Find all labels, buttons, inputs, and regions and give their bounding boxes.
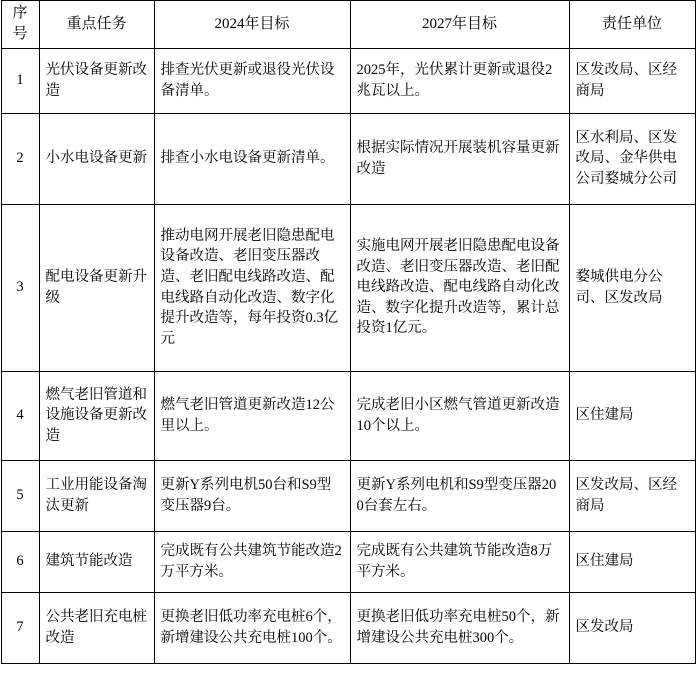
table-row	[1, 48, 695, 113]
row-goal-2027: 更新Y系列电机和S9型变压器200台套左右。	[350, 460, 569, 531]
row-goal-2027: 根据实际情况开展装机容量更新改造	[350, 113, 569, 204]
row-task: 公共老旧充电桩改造	[39, 592, 154, 663]
row-goal-2027: 完成既有公共建筑节能改造8万平方米。	[350, 531, 569, 592]
row-goal-2027: 更换老旧低功率充电桩50个，新增建设公共充电桩300个。	[350, 592, 569, 663]
row-unit: 区发改局	[569, 592, 695, 663]
column-header-goal-2024: 2024年目标	[154, 1, 350, 49]
column-header-goal-2027: 2027年目标	[350, 1, 569, 49]
row-goal-2024: 更新Y系列电机50台和S9型变压器9台。	[154, 460, 350, 531]
row-task: 工业用能设备淘汰更新	[39, 460, 154, 531]
table-header-row	[1, 1, 695, 49]
row-task: 建筑节能改造	[39, 531, 154, 592]
row-unit: 区发改局、区经商局	[569, 48, 695, 113]
row-goal-2024: 更换老旧低功率充电桩6个，新增建设公共充电桩100个。	[154, 592, 350, 663]
row-index: 4	[1, 371, 39, 460]
column-header-task: 重点任务	[39, 1, 154, 49]
row-goal-2024: 燃气老旧管道更新改造12公里以上。	[154, 371, 350, 460]
table-row	[1, 460, 695, 531]
table-row	[1, 531, 695, 592]
row-goal-2024: 推动电网开展老旧隐患配电设备改造、老旧变压器改造、老旧配电线路改造、配电线路自动化改造、数字化提升改造等，每年投资0.3亿元	[154, 204, 350, 371]
row-goal-2027: 实施电网开展老旧隐患配电设备改造、老旧变压器改造、老旧配电线路改造、配电线路自动化改造、数字化提升改造等，累计总投资1亿元。	[350, 204, 569, 371]
row-goal-2024: 排查光伏更新或退役光伏设备清单。	[154, 48, 350, 113]
row-goal-2024: 完成既有公共建筑节能改造2万平方米。	[154, 531, 350, 592]
table-row	[1, 371, 695, 460]
row-unit: 区住建局	[569, 371, 695, 460]
row-index: 6	[1, 531, 39, 592]
row-task: 燃气老旧管道和设施设备更新改造	[39, 371, 154, 460]
row-unit: 区水利局、区发改局、金华供电公司婺城分公司	[569, 113, 695, 204]
row-unit: 区住建局	[569, 531, 695, 592]
table-row	[1, 204, 695, 371]
row-task: 光伏设备更新改造	[39, 48, 154, 113]
row-index: 3	[1, 204, 39, 371]
row-index: 5	[1, 460, 39, 531]
row-index: 7	[1, 592, 39, 663]
row-unit: 区发改局、区经商局	[569, 460, 695, 531]
row-task: 小水电设备更新	[39, 113, 154, 204]
table-row	[1, 113, 695, 204]
row-goal-2027: 完成老旧小区燃气管道更新改造10个以上。	[350, 371, 569, 460]
row-unit: 婺城供电分公司、区发改局	[569, 204, 695, 371]
row-index: 1	[1, 48, 39, 113]
row-goal-2027: 2025年，光伏累计更新或退役2兆瓦以上。	[350, 48, 569, 113]
row-index: 2	[1, 113, 39, 204]
row-task: 配电设备更新升级	[39, 204, 154, 371]
row-goal-2024: 排查小水电设备更新清单。	[154, 113, 350, 204]
key-tasks-table	[1, 0, 696, 664]
column-header-index: 序号	[1, 1, 39, 49]
column-header-unit: 责任单位	[569, 1, 695, 49]
table-row	[1, 592, 695, 663]
